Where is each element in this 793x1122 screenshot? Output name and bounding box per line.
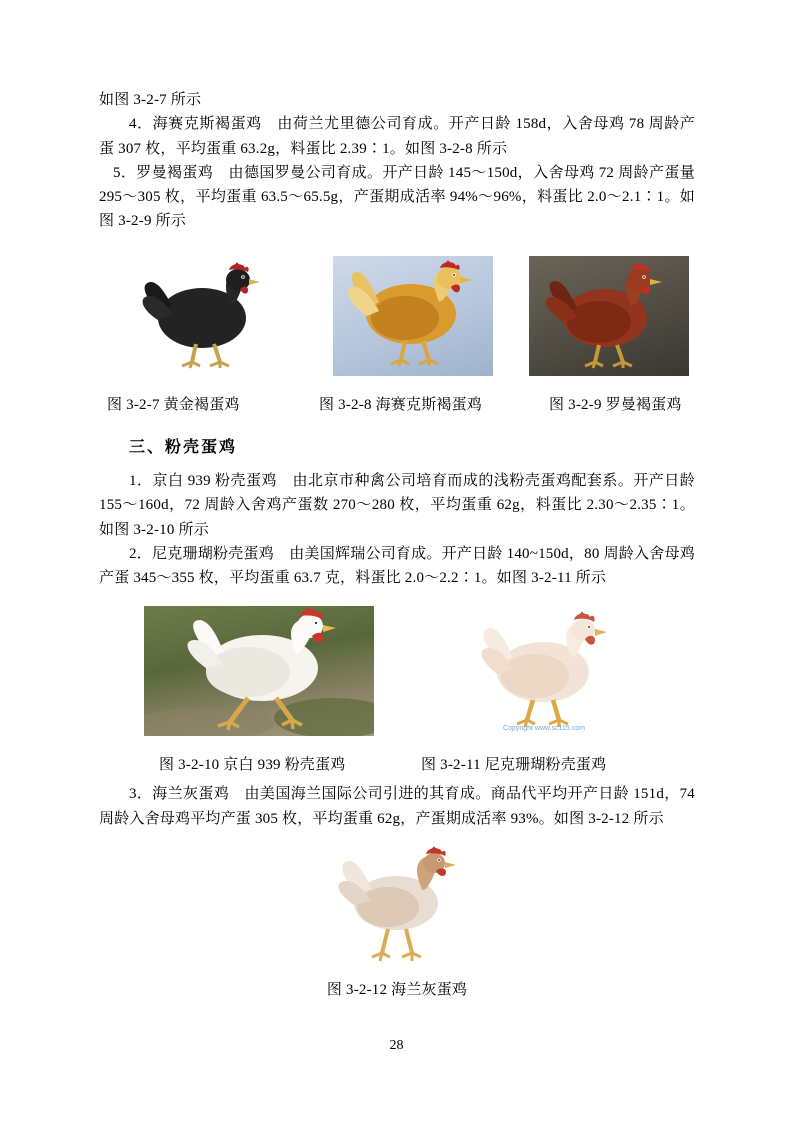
figure-3-2-9 [524, 256, 695, 376]
figure-3-2-7 [109, 256, 302, 376]
figure-captions-row-1 [99, 385, 695, 414]
paragraph-intro: 如图 3-2-7 所示 [99, 92, 202, 108]
figure-captions-row-2 [99, 745, 695, 774]
page-number: 28 [389, 1038, 404, 1053]
paragraph-hyline-gray: 3．海兰灰蛋鸡 由美国海兰国际公司引进的其育成。商品代平均开产日龄 151d，74 周龄入舍母鸡平均产蛋 305 枚，平均蛋重 62g，产蛋期成活率 93%。如图 3-2-12 所示 [99, 786, 695, 827]
figure-row-3 [99, 845, 695, 999]
figure-3-2-12-image [322, 845, 472, 970]
figure-3-2-11-image [459, 606, 629, 736]
image-watermark: Copyright www.sc115.com [503, 725, 585, 733]
figure-3-2-9-caption: 图 3-2-9 罗曼褐蛋鸡 [549, 396, 682, 413]
figure-3-2-8 [302, 256, 524, 376]
figure-3-2-11 [399, 606, 689, 736]
figure-3-2-12-caption: 图 3-2-12 海兰灰蛋鸡 [326, 982, 468, 999]
figure-3-2-10-image [144, 606, 374, 736]
paragraph-hisex-brown: 4．海赛克斯褐蛋鸡 由荷兰尤里德公司育成。开产日龄 158d，入舍母鸡 78 周龄产蛋 307 枚，平均蛋重 63.2g，料蛋比 2.39∶1。如图 3-2-8 所示 [99, 116, 695, 157]
paragraph-nick-coral: 2．尼克珊瑚粉壳蛋鸡 由美国辉瑞公司育成。开产日龄 140~150d，80 周龄入舍母鸡产蛋 345～355 枚，平均蛋重 63.7 克，料蛋比 2.0～2.2∶1。如图 3-2-11 所示 [99, 545, 695, 587]
figure-3-2-11-caption: 图 3-2-11 尼克珊瑚粉壳蛋鸡 [421, 757, 607, 774]
paragraph-lohmann-brown: 5．罗曼褐蛋鸡 由德国罗曼公司育成。开产日龄 145～150d，入舍母鸡 72 周龄产蛋量 295～305 枚，平均蛋重 63.5～65.5g，产蛋期成活率 94%～96%，料蛋比 2.0～2.1∶1。如图 3-2-9 所示 [99, 164, 695, 230]
figure-3-2-12 [322, 845, 472, 999]
figure-3-2-7-caption: 图 3-2-7 黄金褐蛋鸡 [107, 396, 240, 413]
figure-3-2-10 [119, 606, 399, 736]
figure-row-2 [99, 606, 695, 736]
paragraph-jingbai-939: 1．京白 939 粉壳蛋鸡 由北京市种禽公司培育而成的浅粉壳蛋鸡配套系。开产日龄 155～160d，72 周龄入舍鸡产蛋数 270～280 枚，平均蛋重 62g，料蛋比 2.30～2.35∶1。如图 3-2-10 所示 [99, 472, 695, 538]
figure-3-2-8-caption: 图 3-2-8 海赛克斯褐蛋鸡 [319, 396, 482, 413]
figure-3-2-9-image [529, 256, 689, 376]
section-heading-pink-shell: 三、粉壳蛋鸡 [129, 438, 238, 456]
figure-3-2-8-image [333, 256, 493, 376]
figure-3-2-10-caption: 图 3-2-10 京白 939 粉壳蛋鸡 [159, 757, 346, 774]
figure-row-1 [99, 256, 695, 376]
figure-3-2-7-image [130, 256, 280, 376]
page-content [99, 88, 695, 999]
